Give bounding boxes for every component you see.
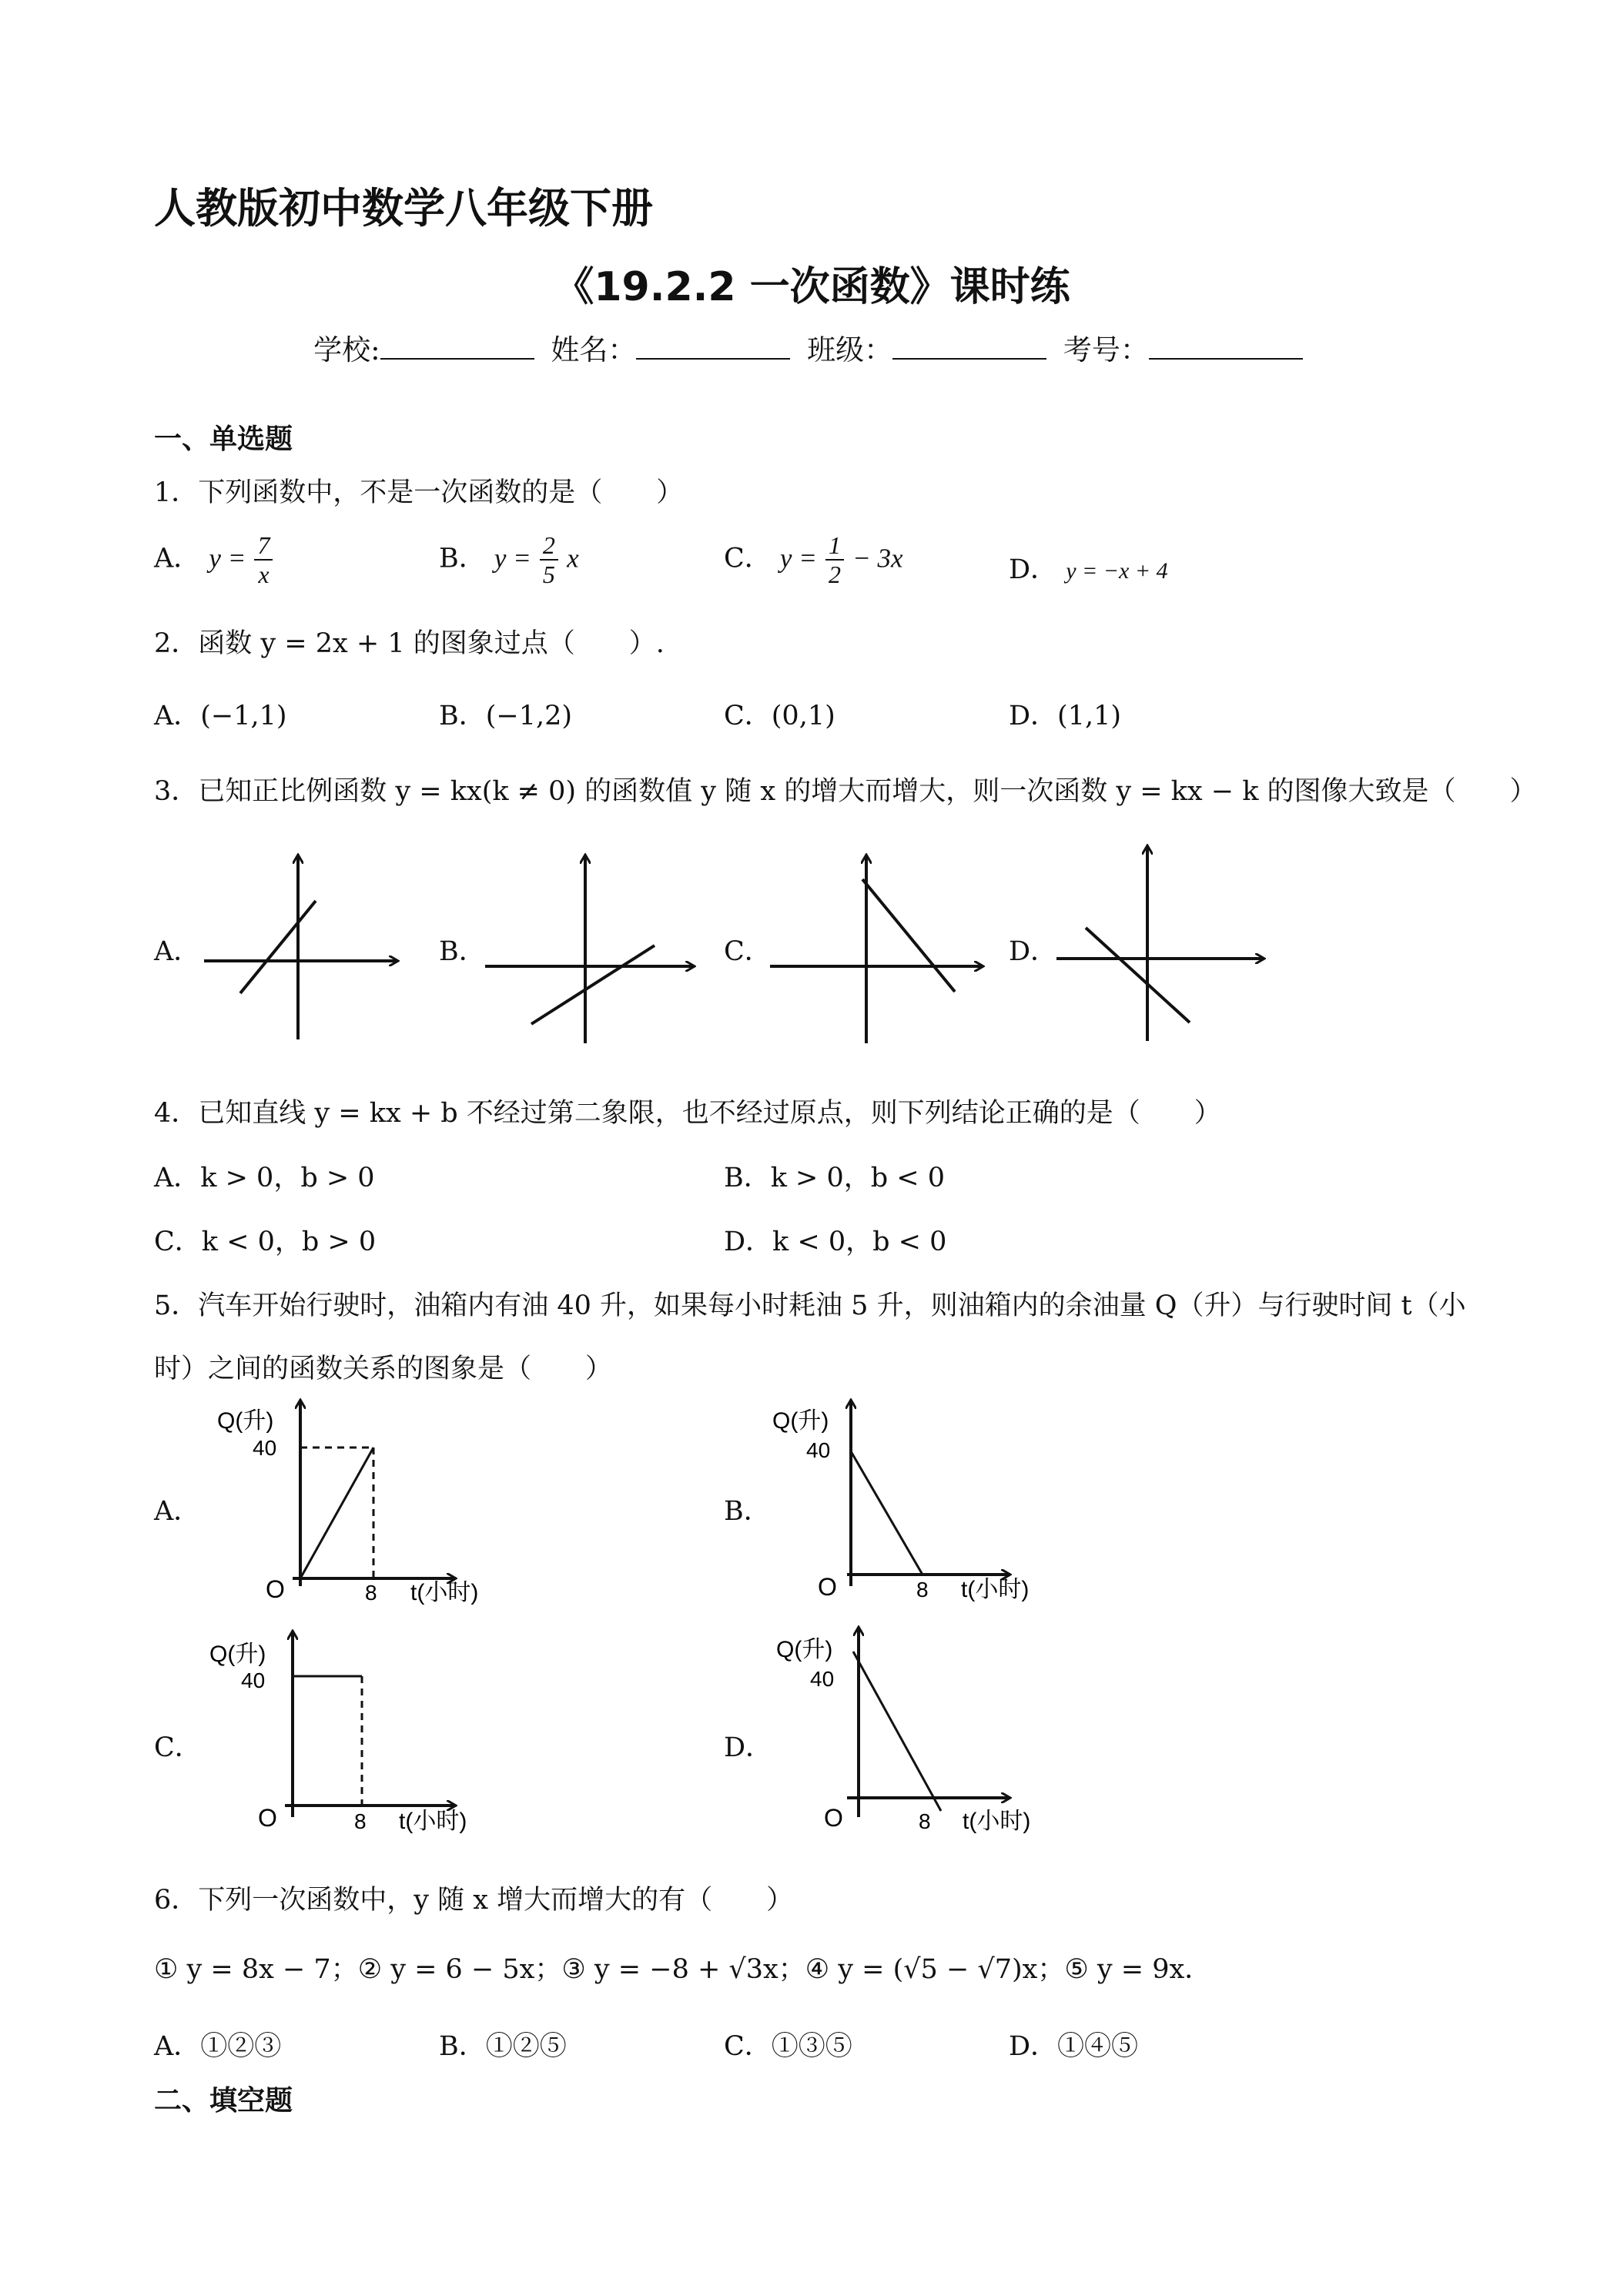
q1-option-c-letter: C．: [724, 543, 772, 574]
q5-graph-d: [776, 1628, 1030, 1834]
section-heading-single-choice: 一、单选题: [154, 423, 293, 455]
q1-option-b-letter: B．: [439, 543, 486, 574]
q6-option-b: B．①②⑤: [439, 2031, 567, 2062]
q5-option-d-label: D．: [724, 1732, 773, 1763]
q5-graph-b: [772, 1401, 1029, 1602]
q5-c-x-label: t(小时): [399, 1809, 467, 1834]
q4-option-b: B．k > 0，b < 0: [724, 1163, 946, 1193]
q1-c-num: 1: [825, 531, 844, 561]
q6-option-a: A．①②③: [154, 2031, 282, 2062]
question-3-stem: 3．已知正比例函数 y = kx(k ≠ 0) 的函数值 y 随 x 的增大而增大，则一次函数 y = kx − k 的图像大致是（ ）: [154, 776, 1537, 807]
q3-option-a-label: A．: [154, 936, 201, 967]
q1-a-lhs: y =: [209, 543, 246, 574]
question-5-stem-line2: 时）之间的函数关系的图象是（ ）: [154, 1354, 613, 1384]
q1-d-expr: y = −x + 4: [1066, 558, 1168, 584]
q5-b-y-label: Q(升): [772, 1408, 829, 1434]
q5-b-x-label: t(小时): [961, 1577, 1030, 1602]
page-title: 人教版初中数学八年级下册: [154, 184, 653, 233]
question-2-stem: 2．函数 y = 2x + 1 的图象过点（ ）.: [154, 628, 665, 659]
q5-a-origin: O: [266, 1575, 285, 1603]
q5-d-value-8: 8: [919, 1809, 931, 1833]
q5-a-x-label: t(小时): [410, 1580, 479, 1605]
q5-option-a-label: A．: [154, 1496, 201, 1527]
q1-b-den: 5: [542, 561, 555, 588]
question-1-stem: 1．下列函数中，不是一次函数的是（ ）: [154, 477, 684, 508]
school-label: 学校:: [313, 333, 380, 366]
q1-option-a-letter: A．: [154, 543, 201, 574]
q5-option-c-label: C．: [154, 1732, 202, 1763]
worksheet-title: 《19.2.2 一次函数》课时练: [554, 264, 1070, 310]
q5-graph-a: [217, 1401, 478, 1605]
q2-option-a: A．(−1,1): [154, 701, 287, 731]
q2-option-c: C．(0,1): [724, 701, 835, 731]
q5-d-line: [853, 1652, 941, 1811]
q1-a-num: 7: [254, 531, 273, 561]
q1-option-d-letter: D．: [1009, 554, 1058, 585]
q3-option-b-label: B．: [439, 936, 486, 967]
q5-option-b-label: B．: [724, 1496, 771, 1527]
q5-c-origin: O: [258, 1804, 277, 1832]
q5-d-origin: O: [824, 1804, 843, 1832]
q1-b-num: 2: [540, 531, 558, 561]
q5-d-y-label: Q(升): [776, 1637, 833, 1662]
name-label: 姓名：: [551, 333, 637, 366]
q5-d-x-label: t(小时): [963, 1809, 1031, 1834]
q5-a-value-40: 40: [253, 1436, 277, 1460]
q6-option-d: D．①④⑤: [1009, 2031, 1139, 2062]
q5-a-line: [300, 1448, 373, 1578]
question-4-stem: 4．已知直线 y = kx + b 不经过第二象限，也不经过原点，则下列结论正确的是（ ）: [154, 1098, 1221, 1129]
q1-c-rhs: − 3x: [852, 543, 903, 574]
q5-c-value-8: 8: [354, 1809, 367, 1833]
q5-d-value-40: 40: [810, 1667, 835, 1691]
question-6-stem: 6．下列一次函数中，y 随 x 增大而增大的有（ ）: [154, 1885, 794, 1916]
q4-option-d: D．k < 0，b < 0: [724, 1227, 947, 1257]
q1-c-den: 2: [828, 561, 841, 588]
q5-a-y-label: Q(升): [217, 1408, 274, 1434]
class-label: 班级：: [807, 333, 893, 366]
q1-b-lhs: y =: [494, 543, 531, 574]
q5-b-origin: O: [818, 1573, 837, 1601]
q3-option-c-label: C．: [724, 936, 772, 967]
q4-option-a: A．k > 0，b > 0: [154, 1163, 375, 1193]
q5-c-y-label: Q(升): [209, 1642, 266, 1667]
q6-option-c: C．①③⑤: [724, 2031, 852, 2062]
section-heading-fill-in: 二、填空题: [154, 2085, 293, 2117]
q5-b-value-8: 8: [916, 1578, 929, 1602]
q1-b-rhs: x: [567, 543, 579, 574]
q1-c-lhs: y =: [779, 543, 817, 574]
q5-b-line: [851, 1451, 922, 1575]
q1-a-den: x: [258, 561, 270, 588]
q5-graph-c: [209, 1632, 467, 1834]
q2-option-b: B．(−1,2): [439, 701, 573, 731]
q5-c-value-40: 40: [241, 1668, 266, 1692]
q4-option-c: C．k < 0，b > 0: [154, 1227, 377, 1257]
q5-a-value-8: 8: [365, 1581, 377, 1605]
question-5-stem-line1: 5．汽车开始行驶时，油箱内有油 40 升，如果每小时耗油 5 升，则油箱内的余油量 Q（升）与行驶时间 t（小: [154, 1290, 1466, 1321]
q2-option-d: D．(1,1): [1009, 701, 1122, 731]
q3-option-d-label: D．: [1009, 936, 1058, 967]
exam-number-label: 考号：: [1063, 333, 1149, 366]
question-6-items: ① y = 8x − 7；② y = 6 − 5x；③ y = −8 + √3x；④ y = (√5 − √7)x；⑤ y = 9x．: [154, 1954, 1212, 1985]
q5-b-value-40: 40: [806, 1438, 831, 1462]
